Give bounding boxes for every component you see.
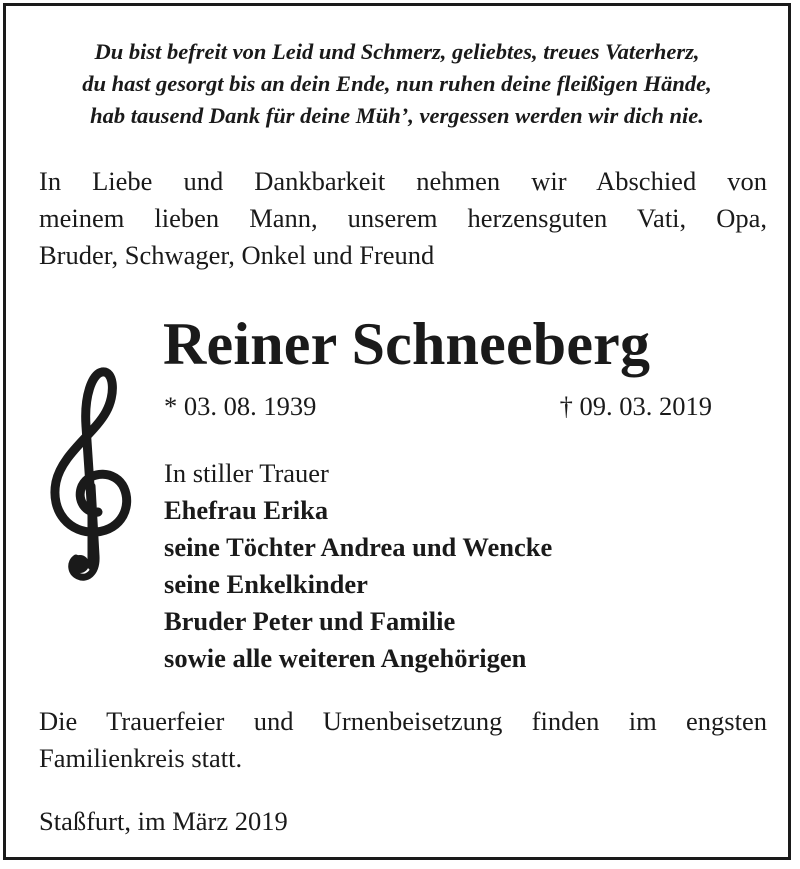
place-and-date: Staßfurt, im März 2019 [39,806,288,836]
poem-line: du hast gesorgt bis an dein Ende, nun ruhen deine fleißigen Hände, [82,71,712,96]
deceased-name: Reiner Schneeberg [163,311,651,377]
funeral-line: Die Trauerfeier und Urnenbeisetzung finden im engsten [39,706,767,736]
intro-text [39,163,767,274]
life-dates [164,389,712,423]
funeral-notice [39,703,767,777]
poem [6,36,788,132]
mourner-entry: Bruder Peter und Familie [164,606,456,636]
mourner-entry: Ehefrau Erika [164,495,329,525]
obituary-card [3,3,791,860]
birth-date: * 03. 08. 1939 [164,391,317,421]
poem-line: Du bist befreit von Leid und Schmerz, geliebtes, treues Vaterherz, [94,39,700,64]
death-date: † 09. 03. 2019 [559,391,712,421]
intro-line: Bruder, Schwager, Onkel und Freund [39,240,435,270]
poem-line: hab tausend Dank für deine Müh’, vergessen werden wir dich nie. [90,103,704,128]
intro-line: meinem lieben Mann, unserem herzensguten Vati, Opa, [39,203,767,233]
mourners-list [164,455,552,677]
mourner-entry: seine Enkelkinder [164,569,368,599]
mourner-entry: sowie alle weiteren Angehörigen [164,643,527,673]
treble-clef-icon [42,366,138,586]
mourner-entry: seine Töchter Andrea und Wencke [164,532,553,562]
intro-line: In Liebe und Dankbarkeit nehmen wir Abschied von [39,166,767,196]
funeral-line: Familienkreis statt. [39,743,243,773]
mourners-heading: In stiller Trauer [164,458,329,488]
